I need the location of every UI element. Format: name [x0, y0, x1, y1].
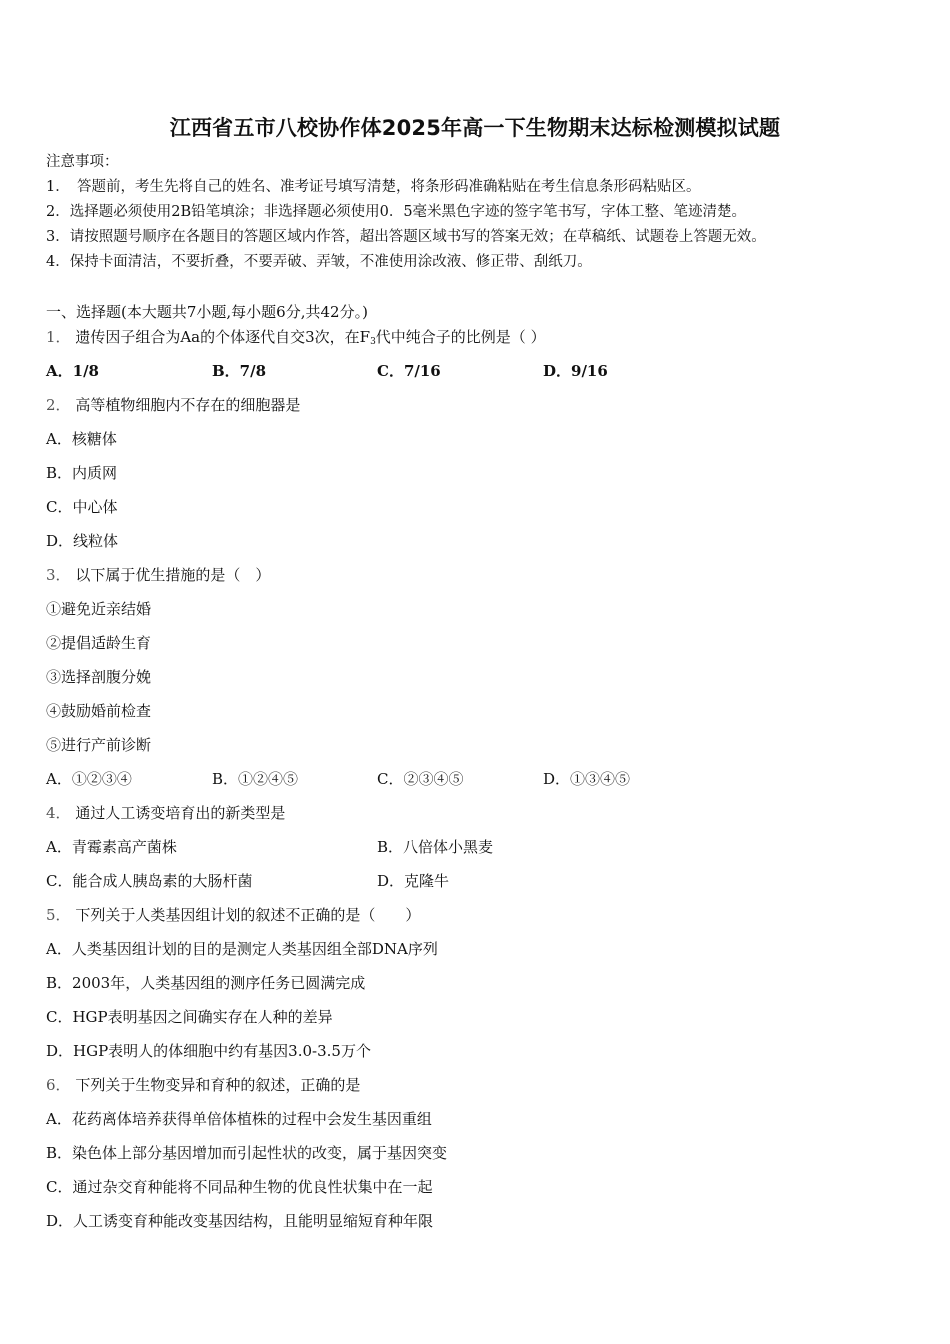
- question-5: [46, 905, 420, 925]
- question-number: 4．: [46, 804, 71, 822]
- question-stem: 高等植物细胞内不存在的细胞器是: [75, 396, 301, 414]
- option-b: B．八倍体小黑麦: [377, 838, 494, 856]
- question-number: 2．: [46, 396, 71, 414]
- option-d: D．HGP表明人的体细胞中约有基因3.0-3.5万个: [46, 1042, 371, 1060]
- subscript: 3: [370, 337, 376, 347]
- question-stem: 通过人工诱变培育出的新类型是: [75, 804, 286, 822]
- option-a: A．青霉素高产菌株: [46, 838, 177, 856]
- option-d: D．人工诱变育种能改变基因结构，且能明显缩短育种年限: [46, 1212, 434, 1230]
- question-number: 5．: [46, 906, 71, 924]
- statement-item: ①避免近亲结婚: [46, 600, 152, 618]
- option-d: D．①③④⑤: [543, 770, 631, 788]
- option-c: C．能合成人胰岛素的大肠杆菌: [46, 872, 253, 890]
- option-c: C．7/16: [377, 362, 441, 380]
- notice-item-1: 1． 答题前，考生先将自己的姓名、准考证号填写清楚，将条形码准确粘贴在考生信息条形码粘贴区。: [46, 179, 701, 195]
- option-c: C．中心体: [46, 498, 118, 516]
- option-b: B．染色体上部分基因增加而引起性状的改变，属于基因突变: [46, 1144, 448, 1162]
- question-number: 3．: [46, 566, 71, 584]
- option-c: C．HGP表明基因之间确实存在人种的差异: [46, 1008, 333, 1026]
- notice-item-2: 2．选择题必须使用2B铅笔填涂；非选择题必须使用0．5毫米黑色字迹的签字笔书写，字体工整、笔迹清楚。: [46, 204, 747, 220]
- statement-item: ②提倡适龄生育: [46, 634, 152, 652]
- option-d: D．克隆牛: [377, 872, 450, 890]
- question-4: [46, 803, 285, 823]
- question-stem: 下列关于生物变异和育种的叙述，正确的是: [75, 1076, 361, 1094]
- option-b: B．7/8: [212, 362, 267, 380]
- notice-heading: 注意事项：: [46, 154, 119, 170]
- option-a: A．核糖体: [46, 430, 117, 448]
- statement-item: ⑤进行产前诊断: [46, 736, 152, 754]
- option-b: B．①②④⑤: [212, 770, 299, 788]
- question-2: [46, 395, 300, 415]
- question-stem: 下列关于人类基因组计划的叙述不正确的是（ ）: [75, 906, 421, 924]
- option-b: B．内质网: [46, 464, 118, 482]
- question-stem: 遗传因子组合为Aa的个体逐代自交3次，在F: [75, 328, 371, 346]
- option-c: C．②③④⑤: [377, 770, 464, 788]
- question-number: 6．: [46, 1076, 71, 1094]
- statement-item: ④鼓励婚前检查: [46, 702, 152, 720]
- option-a: A．1/8: [46, 362, 99, 380]
- option-d: D．线粒体: [46, 532, 119, 550]
- question-stem: 以下属于优生措施的是（ ）: [75, 566, 271, 584]
- notice-item-4: 4．保持卡面清洁，不要折叠，不要弄破、弄皱，不准使用涂改液、修正带、刮纸刀。: [46, 254, 592, 270]
- question-number: 1．: [46, 328, 71, 346]
- option-a: A．花药离体培养获得单倍体植株的过程中会发生基因重组: [46, 1110, 432, 1128]
- question-3: [46, 565, 270, 585]
- option-d: D．9/16: [543, 362, 608, 380]
- notice-item-3: 3．请按照题号顺序在各题目的答题区域内作答，超出答题区域书写的答案无效；在草稿纸、试题卷上答题无效。: [46, 229, 766, 245]
- option-c: C．通过杂交育种能将不同品种生物的优良性状集中在一起: [46, 1178, 433, 1196]
- page-title: 江西省五市八校协作体2025年高一下生物期末达标检测模拟试题: [169, 116, 781, 140]
- question-6: [46, 1075, 360, 1095]
- question-1: [46, 327, 546, 352]
- option-b: B．2003年，人类基因组的测序任务已圆满完成: [46, 974, 366, 992]
- question-stem-tail: 代中纯合子的比例是（ ）: [375, 328, 546, 346]
- statement-item: ③选择剖腹分娩: [46, 668, 152, 686]
- option-a: A．①②③④: [46, 770, 132, 788]
- option-a: A．人类基因组计划的目的是测定人类基因组全部DNA序列: [46, 940, 438, 958]
- section-heading: 一、选择题(本大题共7小题,每小题6分,共42分。): [46, 303, 368, 321]
